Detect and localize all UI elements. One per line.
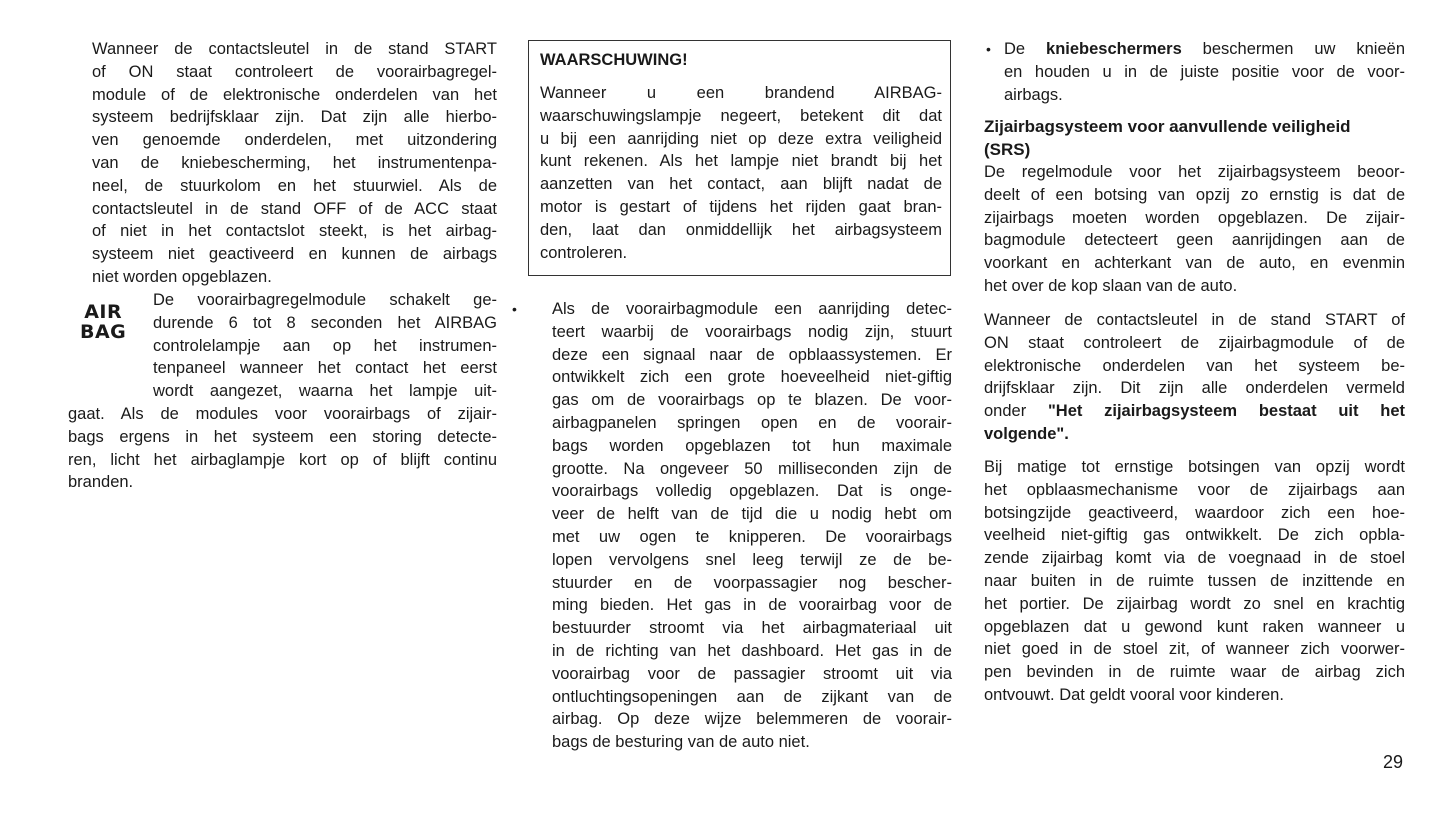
text-line bbox=[984, 400, 1405, 423]
right-para-1 bbox=[984, 161, 1405, 298]
text-line: deze een signaal naar de opblaassystemen. Er bbox=[552, 345, 952, 364]
text-line: durende 6 tot 8 seconden het AIRBAG bbox=[153, 313, 497, 332]
airbag-symbol-line: BAG bbox=[80, 321, 127, 343]
text-line: het portier. De zijairbag wordt zo snel en krachtig bbox=[984, 594, 1405, 613]
text-line: het over de kop slaan van de auto. bbox=[984, 276, 1238, 295]
bold-text: kniebeschermers bbox=[1046, 40, 1182, 58]
text-line: teert waarbij de voorairbags nodig zijn, stuurt bbox=[552, 322, 952, 341]
text-line: controleren. bbox=[540, 243, 628, 262]
text-line: gas om de voorairbags op te blazen. De voor- bbox=[552, 391, 952, 410]
text-line: systeem bedrijfsklaar zijn. Dat zijn alle hierbo- bbox=[92, 108, 497, 127]
warning-title: WAARSCHUWING! bbox=[540, 51, 688, 69]
text-line: ven genoemde onderdelen, met uitzondering bbox=[92, 131, 497, 150]
text-line: met uw ogen te knipperen. De voorairbags bbox=[552, 527, 952, 546]
text-line: ontwikkelt zich een grote hoeveelheid niet-giftig bbox=[552, 368, 952, 387]
left-para-1 bbox=[92, 38, 497, 289]
text-line: van de kniebescherming, het instrumentenpa- bbox=[92, 153, 497, 172]
text-line: bags ergens in het systeem een storing detecte- bbox=[68, 427, 497, 446]
bold-text: volgende". bbox=[984, 424, 1069, 443]
text-line: deelt of een botsing van opzij zo ernstig is dat de bbox=[984, 185, 1405, 204]
text-line: airbagpanelen springen open en de voorair- bbox=[552, 413, 952, 432]
text-line: of ON staat controleert de voorairbagregel- bbox=[92, 62, 497, 81]
text-line: veer de helft van de tijd die u nodig hebt om bbox=[552, 505, 952, 524]
bullet-icon: • bbox=[986, 41, 991, 57]
text-line: grootte. Na ongeveer 50 milliseconden zijn de bbox=[552, 459, 952, 478]
text-line: gaat. Als de modules voor voorairbags of zijair- bbox=[68, 405, 497, 423]
text-line: u bij een aanrijding niet op deze extra veiligheid bbox=[540, 129, 942, 148]
text-line: ren, licht het airbaglampje kort op of blijft continu bbox=[68, 450, 497, 469]
text-line: elektronische onderdelen van het systeem be- bbox=[984, 356, 1405, 375]
text-line: botsingzijde geactiveerd, waardoor zich een hoe- bbox=[984, 503, 1405, 522]
text-line: niet goed in de stoel zit, of wanneer zich voorwer- bbox=[984, 640, 1405, 659]
text-line: systeem niet geactiveerd en kunnen de airbags bbox=[92, 245, 497, 264]
text-line: Als de voorairbagmodule een aanrijding detec- bbox=[552, 300, 952, 318]
text-line: Wanneer de contactsleutel in de stand START bbox=[92, 40, 497, 58]
text-line: voorkant en achterkant van de auto, en evenmin bbox=[984, 254, 1405, 273]
text-line: ming bieden. Het gas in de voorairbag voor de bbox=[552, 596, 952, 615]
heading-line: (SRS) bbox=[984, 139, 1031, 159]
text-line: en houden u in de juiste positie voor de voor- bbox=[1004, 62, 1405, 81]
text-line: ontvouwt. Dat geldt vooral voor kinderen. bbox=[984, 685, 1284, 704]
text-line: veelheid niet-giftig gas ontwikkelt. De zich opbla- bbox=[984, 526, 1405, 545]
text-line: Bij matige tot ernstige botsingen van opzij wordt bbox=[984, 458, 1405, 476]
middle-bullet-text bbox=[552, 298, 952, 754]
airbag-symbol-line: AIR bbox=[84, 301, 123, 323]
airbag-warning-symbol bbox=[80, 302, 126, 342]
text-line: Wanneer u een brandend AIRBAG- bbox=[540, 84, 942, 102]
right-bullet-text bbox=[1004, 38, 1405, 106]
text-line: of niet in het contactslot steekt, is het airbag- bbox=[92, 222, 497, 241]
page-number: 29 bbox=[1383, 752, 1404, 772]
text-line: het opblaasmechanisme voor de zijairbags aan bbox=[984, 480, 1405, 499]
text-line: niet worden opgeblazen. bbox=[92, 267, 272, 286]
text-line: airbag. Op deze wijze belemmeren de voorair- bbox=[552, 710, 952, 729]
text-line: zende zijairbag komt via de voegnaad in de stoel bbox=[984, 549, 1405, 568]
text-line: in de richting van het dashboard. Het gas in de bbox=[552, 641, 952, 660]
text-line: aanzetten van het contact, aan blijft nadat de bbox=[540, 175, 942, 194]
text-span: beschermen uw knieën bbox=[1181, 40, 1406, 58]
text-line: De voorairbagregelmodule schakelt ge- bbox=[153, 291, 497, 309]
text-line: bags worden opgeblazen tot hun maximale bbox=[552, 436, 952, 455]
warning-text bbox=[540, 82, 942, 264]
text-line: pen bevinden in de ruimte waar de airbag zich bbox=[984, 663, 1405, 682]
text-line: De regelmodule voor het zijairbagsysteem beoor- bbox=[984, 163, 1405, 181]
text-line: stuurder en de voorpassagier nog bescher- bbox=[552, 573, 952, 592]
text-line: voorairbag voor de passagier stroomt uit via bbox=[552, 664, 952, 683]
text-span: onder bbox=[984, 402, 1048, 421]
text-line: Wanneer de contactsleutel in de stand START of bbox=[984, 311, 1405, 329]
heading-line: Zijairbagsysteem voor aanvullende veiligheid bbox=[984, 117, 1351, 136]
text-line bbox=[1004, 38, 1405, 61]
text-line: ON staat controleert de zijairbagmodule of de bbox=[984, 333, 1405, 352]
text-line: drijfsklaar zijn. Dit zijn alle onderdelen vermeld bbox=[984, 379, 1405, 398]
text-line: motor is gestart of tijdens het rijden gaat bran- bbox=[540, 197, 942, 216]
text-line: module of de elektronische onderdelen van het bbox=[92, 85, 497, 104]
text-line: contactsleutel in de stand OFF of de ACC staat bbox=[92, 199, 497, 218]
bold-text: "Het zijairbagsysteem bestaat uit het bbox=[1047, 402, 1405, 421]
bullet-icon: • bbox=[512, 301, 517, 317]
text-line: tenpaneel wanneer het contact het eerst bbox=[153, 359, 497, 378]
text-line: ontluchtingsopeningen aan de zijkant van de bbox=[552, 687, 952, 706]
left-para-2-indented bbox=[153, 289, 497, 403]
text-line: zijairbags moeten worden opgeblazen. De zijair- bbox=[984, 208, 1405, 227]
text-line: bestuurder stroomt via het airbagmateriaal uit bbox=[552, 619, 952, 638]
text-line: neel, de stuurkolom en het stuurwiel. Als de bbox=[92, 176, 497, 195]
text-line: bagmodule detecteert geen aanrijdingen aan de bbox=[984, 231, 1405, 250]
text-line: waarschuwingslampje negeert, betekent dit dat bbox=[540, 106, 942, 125]
text-line: den, laat dan onmiddellijk het airbagsysteem bbox=[540, 220, 942, 239]
text-span: De bbox=[1004, 40, 1047, 58]
text-line: branden. bbox=[68, 473, 134, 492]
text-line: airbags. bbox=[1004, 85, 1063, 104]
text-line: controlelampje aan op het instrumen- bbox=[153, 336, 497, 355]
left-para-2-continued bbox=[68, 403, 497, 494]
text-line: lopen vervolgens snel leeg terwijl ze de be- bbox=[552, 550, 952, 569]
text-line: kunt rekenen. Als het lampje niet brandt bij het bbox=[540, 152, 942, 171]
text-line: bags de besturing van de auto niet. bbox=[552, 733, 810, 752]
section-heading bbox=[984, 116, 1351, 162]
text-line: opgeblazen dat u gewond kunt raken wanneer u bbox=[984, 617, 1405, 636]
text-line bbox=[984, 423, 1405, 446]
text-line: naar buiten in de ruimte tussen de inzittende en bbox=[984, 571, 1405, 590]
text-line: voorairbags volledig opgeblazen. Dat is onge- bbox=[552, 482, 952, 501]
right-para-2 bbox=[984, 309, 1405, 446]
right-para-3 bbox=[984, 456, 1405, 707]
text-line: wordt aangezet, waarna het lampje uit- bbox=[153, 382, 497, 401]
